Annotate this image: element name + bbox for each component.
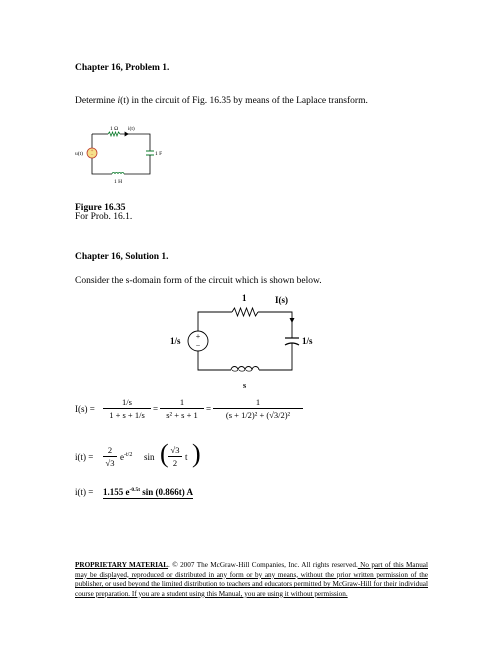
- svg-text:−: −: [195, 341, 201, 350]
- fig1-resistor-label: 1 Ω: [110, 126, 119, 132]
- statement-var: i: [117, 96, 121, 106]
- eq2-exponential: [120, 452, 132, 462]
- fig1-current-label: i(t): [128, 126, 135, 132]
- eq3-result: [103, 487, 193, 499]
- eq1-fraction-3: [213, 397, 303, 420]
- svg-text:−: −: [90, 153, 94, 159]
- fig1-source-label: u(t): [75, 151, 83, 157]
- fig2-inductor-label: s: [243, 381, 247, 390]
- wire-top-right: [258, 312, 292, 338]
- eq1-f2-den: s² + s + 1: [166, 410, 198, 420]
- eq3-coef: 1.155: [103, 487, 124, 497]
- inductor-symbol: [112, 173, 124, 175]
- eq2-arg-num: √3: [168, 445, 182, 457]
- eq1-f3-den: (s + 1/2)² + (√3/2)²: [225, 410, 291, 420]
- wire-top-right: [120, 134, 150, 151]
- statement-post: in the circuit of Fig. 16.35 by means of the Laplace transform.: [129, 96, 368, 106]
- eq2-arg-den: 2: [172, 458, 178, 468]
- fig1-capacitor-label: 1 F: [155, 151, 162, 157]
- eq2-lhs: i(t) =: [75, 452, 94, 462]
- capacitor-symbol: [146, 151, 154, 155]
- eq1-equals-2: =: [206, 404, 212, 414]
- eq1-lhs: I(s) =: [75, 404, 95, 414]
- resistor-symbol: [232, 308, 258, 316]
- fig1-inductor-label: 1 H: [114, 179, 123, 185]
- eq2-arg-t: t: [185, 452, 188, 462]
- eq2-coef-den: √3: [105, 458, 115, 468]
- footer-label: PROPRIETARY MATERIAL: [75, 561, 169, 569]
- current-arrow: [290, 318, 295, 323]
- eq2-sin: sin: [144, 452, 155, 462]
- statement-arg: (t): [120, 96, 130, 106]
- eq2-exp: -t/2: [124, 452, 133, 458]
- wire-bottom-left: [198, 351, 231, 370]
- eq2-coefficient: [103, 445, 117, 468]
- eq1-f3-num: 1: [213, 397, 303, 409]
- solution-intro: Consider the s-domain form of the circuit which is shown below.: [75, 276, 322, 286]
- eq1-equals-1: =: [153, 404, 159, 414]
- resistor-symbol: [108, 132, 120, 136]
- eq1-fraction-2: [160, 397, 204, 420]
- fig2-resistor-label: 1: [242, 293, 247, 303]
- wire-right-bottom: [259, 346, 292, 370]
- svg-text:+: +: [90, 149, 94, 154]
- s-domain-circuit: [162, 288, 332, 396]
- eq3-lhs: i(t) =: [75, 487, 94, 497]
- current-arrow: [125, 132, 128, 136]
- statement-pre: Determine: [75, 96, 118, 106]
- figure-caption: For Prob. 16.1.: [75, 212, 133, 222]
- eq3-exp-base: e: [125, 487, 130, 497]
- solution-heading: Chapter 16, Solution 1.: [75, 252, 169, 262]
- problem-heading: Chapter 16, Problem 1.: [75, 63, 170, 73]
- fig2-current-label: I(s): [275, 295, 288, 305]
- copyright-footer: [75, 561, 428, 599]
- eq1-fraction-1: [103, 397, 151, 420]
- eq2-argument: [168, 445, 182, 468]
- footer-copyright: . © 2007 The McGraw-Hill Companies, Inc. All rights reserved.: [168, 561, 358, 569]
- fig2-source-label: 1/s: [170, 336, 181, 346]
- figure-label: Figure 16.35: [75, 203, 126, 213]
- svg-text:+: +: [195, 332, 201, 341]
- fig2-capacitor-label: 1/s: [302, 336, 313, 346]
- eq2-left-paren: (: [160, 439, 169, 468]
- wire-bottom-left: [92, 158, 112, 174]
- wire-top-left: [198, 312, 232, 331]
- eq3-exp: -0.5t: [129, 487, 141, 493]
- footer-notice: No part of this Manual may be displayed, reproduced or distributed in any form or by any means, without the prior written permission of the publisher, or used beyond the limited distribution to teachers and educators permitted by McGraw-Hill for their individual course preparation. If you are a student using this Manual, you are using it without permission.: [75, 561, 428, 598]
- eq1-f2-num: 1: [160, 397, 204, 409]
- wire-right-bottom: [124, 158, 150, 174]
- inductor-symbol: [231, 367, 259, 371]
- eq3-rest: sin (0.866t) A: [142, 487, 194, 497]
- circuit-figure-16-35: [72, 120, 162, 190]
- eq1-f1-den: 1 + s + 1/s: [109, 410, 145, 420]
- eq2-coef-num: 2: [103, 445, 117, 457]
- eq2-right-paren: ): [192, 439, 201, 468]
- problem-statement: [75, 96, 368, 106]
- eq2-exp-base: e: [120, 452, 124, 462]
- eq1-f1-num: 1/s: [103, 397, 151, 409]
